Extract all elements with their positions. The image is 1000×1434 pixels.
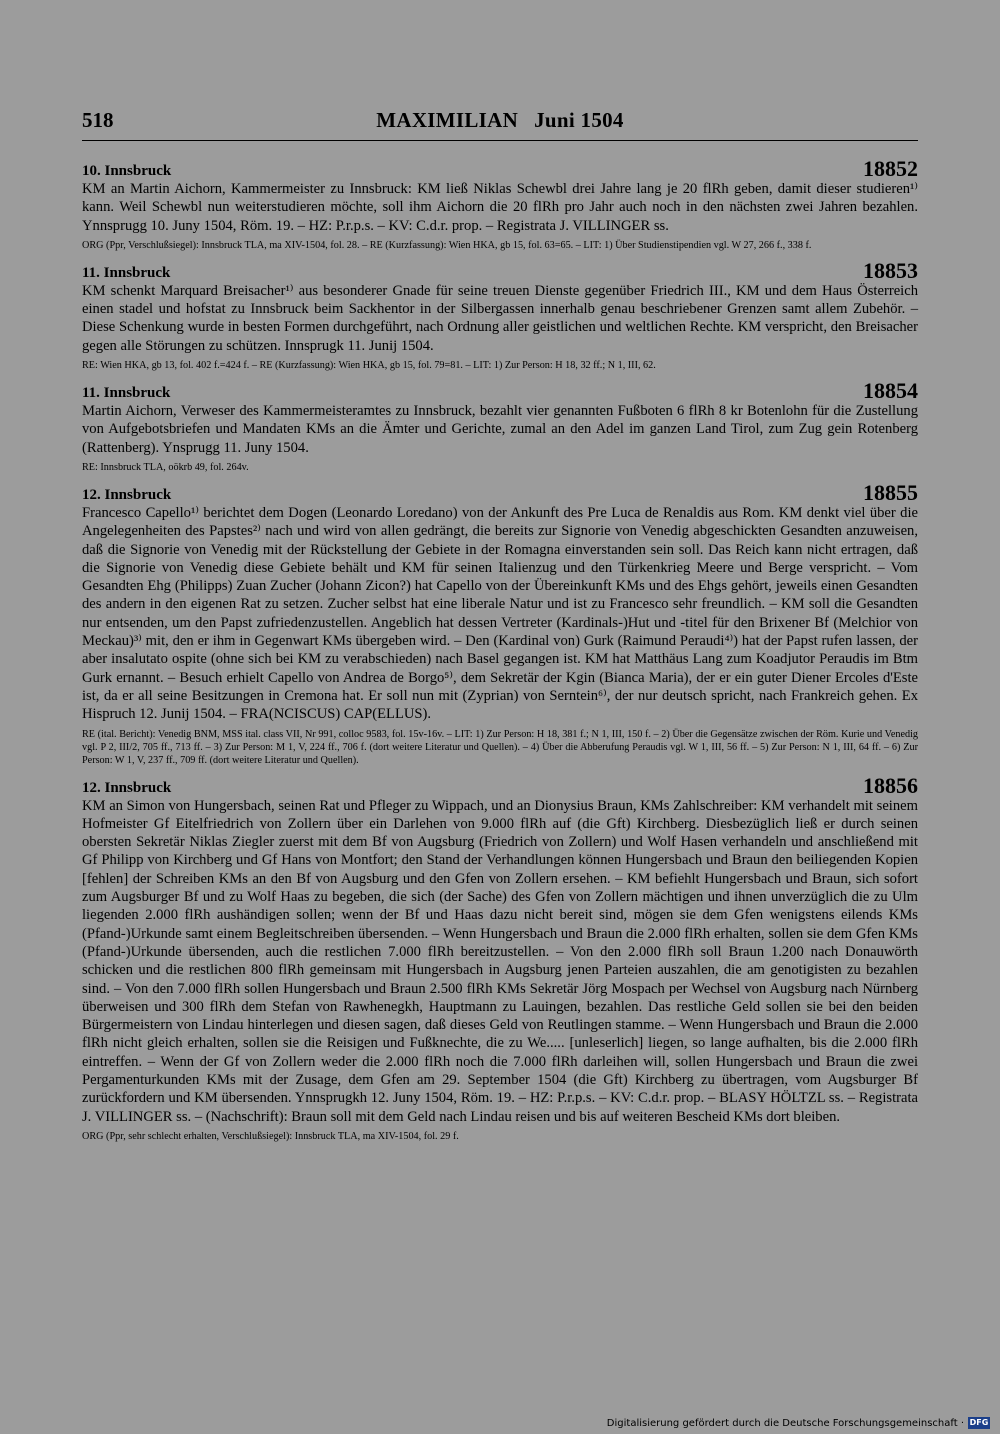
entry-date-place: 12. Innsbruck xyxy=(82,779,172,796)
entry-number: 18856 xyxy=(863,772,918,798)
entry-number: 18855 xyxy=(863,479,918,505)
entry-number: 18852 xyxy=(863,156,918,181)
entry-source-note: RE: Innsbruck TLA, oökrb 49, fol. 264v. xyxy=(82,461,249,473)
entry-18855 xyxy=(82,479,918,767)
entry-18856 xyxy=(82,772,918,1143)
dfg-logo-icon: DFG xyxy=(969,1418,989,1427)
entry-heading xyxy=(82,772,918,798)
entry-source-note: ORG (Ppr, Verschlußsiegel): Innsbruck TLA, ma XIV-1504, fol. 28. – RE (Kurzfassung): Wien HKA, gb 15, fol. 63=65. – LIT: 1) Über Studienstipendien vgl. W 27, 266 f., 338 f. xyxy=(82,239,812,251)
entry-heading xyxy=(82,380,918,402)
entry-text: Francesco Capello¹⁾ berichtet dem Dogen (Leonardo Loredano) von der Ankunft des Pre Luca de Renaldis aus Rom. KM denkt viel über die Angelegenheiten des Papstes²⁾ nach und wird von allen gedrängt, die bereits zur Signorie von Venedig abgeschickten Gesandten anzuweisen, daß die Signorie von Venedig mit der Rückstellung der Gebiete in der Romagna einverstanden sein soll. Das Reich kann nicht ertragen, daß die Signorie von Venedig diese Gebiete behält und KM für seinen Italienzug und den Türkenkrieg Meere und Berge verspricht. – Vom Gesandten Ehg (Philipps) Zuan Zucher (Johann Zicon?) hat Capello von der Übereinkunft KMs und des Ehgs gehört, jeweils einen Gesandten des andern in den eigenen Rat zu setzen. Zucher selbst hat eine liberale Natur und ist zu Francesco sehr freundlich. – KM soll die Gesandten nur entsenden, um den Papst zufriedenzustellen. Angeblich hat dessen Vertreter (Kardinals-)Hut und -titel für den Brixener Bf (Melchior von Meckau)³⁾ mit, den er ihm in Gegenwart KMs übergeben wird. – Den (Kardinal von) Gurk (Raimund Peraudi⁴⁾) hat der Papst rufen lassen, der aber insalutato ospite (ohne sich bei KM zu verabschieden) nach Basel gegangen ist. KM hat Matthäus Lang zum Koadjutor Peraudis im Btm Gurk ernannt. – Besuch erhielt Capello von Andrea de Borgo⁵⁾, dem Sekretär der Kgin (Bianca Maria), der er ein guter Diener Ercoles d'Este ist, da er all seine Besitzungen in Cremona hat. Er soll nun mit (Zyprian) von Serntein⁶⁾, der nur deutsch spricht, nach Frankreich gehen. Ex Hispruch 12. Junij 1504. – FRA(NCISCUS) CAP(ELLUS). xyxy=(82,504,918,723)
entry-heading xyxy=(82,479,918,505)
running-title xyxy=(82,108,918,133)
running-title-left: MAXIMILIAN xyxy=(376,108,519,132)
entry-18854 xyxy=(82,380,918,474)
entry-text: Martin Aichorn, Verweser des Kammermeisteramtes zu Innsbruck, bezahlt vier genannten Fußboten 6 flRh 8 kr Botenlohn für die Zustellung von Aufgebotsbriefen und Mandaten KMs an die Ämter und Gerichte, zumal an den Adel im ganzen Land Tirol, zum Zug gein Rotenberg (Rattenberg). Ynsprugg 11. Juny 1504. xyxy=(82,403,918,456)
entry-text: KM an Simon von Hungersbach, seinen Rat und Pfleger zu Wippach, und an Dionysius Braun, KMs Zahlschreiber: KM verhandelt mit seinem Hofmeister Gf Eitelfriedrich von Zollern über ein Darlehen von 9.000 flRh auf (die Gft) Kirchberg. Diesbezüglich ließ er durch seinen obersten Sekretär Niklas Ziegler zuerst mit dem Bf von Augsburg (Friedrich von Zollern) und Wolf Hasen verhandeln und anschließend mit Gf Philipp von Kirchberg und Gf Hans von Montfort; den Stand der Verhandlungen können Hungersbach und Braun den beiliegenden Kopien [fehlen] der Schreiben KMs an den Bf von Augsburg und den Gfen von Zollern ersehen. – KM befiehlt Hungersbach und Braun, sich sofort zum Augsburger Bf und zu Wolf Haas zu begeben, die sich (der Sache) des Gfen von Zollern mächtigen und ihnen unverzüglich die zu Ulm liegenden 2.000 flRh aushändigen sollen; wenn der Bf und Haas dazu nicht bereit sind, mögen sie dem Gfen wenigstens eilends KMs (Pfand-)Urkunde samt einem Begleitschreiben übersenden. – Wenn Hungersbach und Braun die 2.000 flRh erhalten, sollen sie dem Gfen KMs (Pfand-)Urkunde übersenden, auch die restlichen 7.000 flRh bereitzustellen. – Von den 2.000 flRh soll Braun 1.200 nach Donauwörth schicken und die restlichen 800 flRh gemeinsam mit Hungersbach in Augsburg jenen Parteien auszahlen, die am genotigisten zu bezahlen sind. – Von den 7.000 flRh sollen Hungersbach und Braun 2.500 flRh KMs Sekretär Jörg Mospach per Wechsel von Augsburg nach Nürnberg überweisen und 300 flRh dem Stefan von Rawhenegkh, Hauptmann zu Lauingen, bezahlen. Das restliche Geld sollen sie bei den beiden Bürgermeistern von Lindau hinterlegen und diesen sagen, daß dieses Geld von Reutlingen stamme. – Wenn Hungersbach und Braun die 2.000 flRh nicht gleich erhalten, sollen sie die Reisigen und Fußknechte, die zu We..... [unleserlich] liegen, so lange aufhalten, bis die 2.000 flRh eintreffen. – Wenn der Gf von Zollern weder die 2.000 flRh noch die 7.000 flRh darleihen will, sollen Hungersbach und Braun die zwei Pergamenturkunden KMs mit der Zusage, dem Gfen am 29. September 1504 (die Gft) Kirchberg zu übertragen, vom Augsburger Bf zurückfordern und KM übersenden. Ynnsprugkh 12. Juny 1504, Röm. 19. – HZ: P.r.p.s. – KV: C.d.r. prop. – BLASY HÖLTZL ss. – Registrata J. VILLINGER ss. – (Nachschrift): Braun soll mit dem Geld nach Lindau reisen und bis auf weiteren Bescheid KMs dort bleiben. xyxy=(82,797,918,1125)
running-title-right: Juni 1504 xyxy=(534,108,624,132)
credit-text: Digitalisierung gefördert durch die Deutsche Forschungsgemeinschaft · xyxy=(606,1417,964,1429)
entry-date-place: 11. Innsbruck xyxy=(82,385,171,402)
entries-list xyxy=(82,158,918,1151)
entry-text: KM an Martin Aichorn, Kammermeister zu Innsbruck: KM ließ Niklas Schewbl drei Jahre lang je 20 flRh geben, damit dieser studieren¹⁾ kann. Weil Schewbl nun weiterstudieren möchte, soll ihm Aichorn die 20 flRh pro Jahr auch noch in den nächsten zwei Jahren bezahlen. Ynnsprugg 10. Juny 1504, Röm. 19. – HZ: P.r.p.s. – KV: C.d.r. prop. – Registrata J. VILLINGER ss. xyxy=(82,181,918,234)
entry-number: 18853 xyxy=(863,257,918,283)
entry-source-note: RE (ital. Bericht): Venedig BNM, MSS ital. class VII, Nr 991, colloc 9583, fol. 15v-16v. – LIT: 1) Zur Person: H 18, 381 f.; N 1, III, 150 f. – 2) Über die Gegensätze zwischen der Röm. Kurie und Venedig vgl. P 2, III/2, 705 ff., 713 ff. – 3) Zur Person: M 1, V, 224 ff., 706 f. (dort weitere Literatur und Quellen). – 4) Über die Abberufung Peraudis vgl. W 1, III, 56 ff. – 5) Zur Person: N 1, III, 64 ff. – 6) Zur Person: W 1, V, 237 ff., 709 ff. (dort weitere Literatur und Quellen). xyxy=(82,728,918,766)
entry-date-place: 12. Innsbruck xyxy=(82,486,172,503)
entry-heading xyxy=(82,158,918,180)
entry-date-place: 10. Innsbruck xyxy=(82,163,172,179)
entry-text: KM schenkt Marquard Breisacher¹⁾ aus besonderer Gnade für seine treuen Dienste gegenüber Friedrich III., KM und dem Haus Österreich einen stadel und hofstat zu Innsbruck beim Sackhentor in der Silbergassen innerhalb genau beschriebener Grenzen samt allem Zubehör. – Diese Schenkung wurde in besten Formen durchgeführt, nach Ordnung aller geistlichen und weltlichen Rechte. KM verspricht, den Breisacher gegen alle Störungen zu schützen. Innsprugk 11. Junij 1504. xyxy=(82,282,918,354)
page-header xyxy=(82,106,918,141)
digitization-credit xyxy=(607,1417,990,1429)
entry-date-place: 11. Innsbruck xyxy=(82,264,171,281)
page-number: 518 xyxy=(82,108,114,132)
entry-number: 18854 xyxy=(863,378,918,404)
entry-heading xyxy=(82,257,918,283)
entry-source-note: RE: Wien HKA, gb 13, fol. 402 f.=424 f. – RE (Kurzfassung): Wien HKA, gb 15, fol. 79=81. – LIT: 1) Zur Person: H 18, 32 ff.; N 1, III, 62. xyxy=(82,360,656,372)
entry-18852 xyxy=(82,158,918,252)
entry-source-note: ORG (Ppr, sehr schlecht erhalten, Verschlußsiegel): Innsbruck TLA, ma XIV-1504, fol. 29 f. xyxy=(82,1130,459,1142)
entry-18853 xyxy=(82,257,918,372)
